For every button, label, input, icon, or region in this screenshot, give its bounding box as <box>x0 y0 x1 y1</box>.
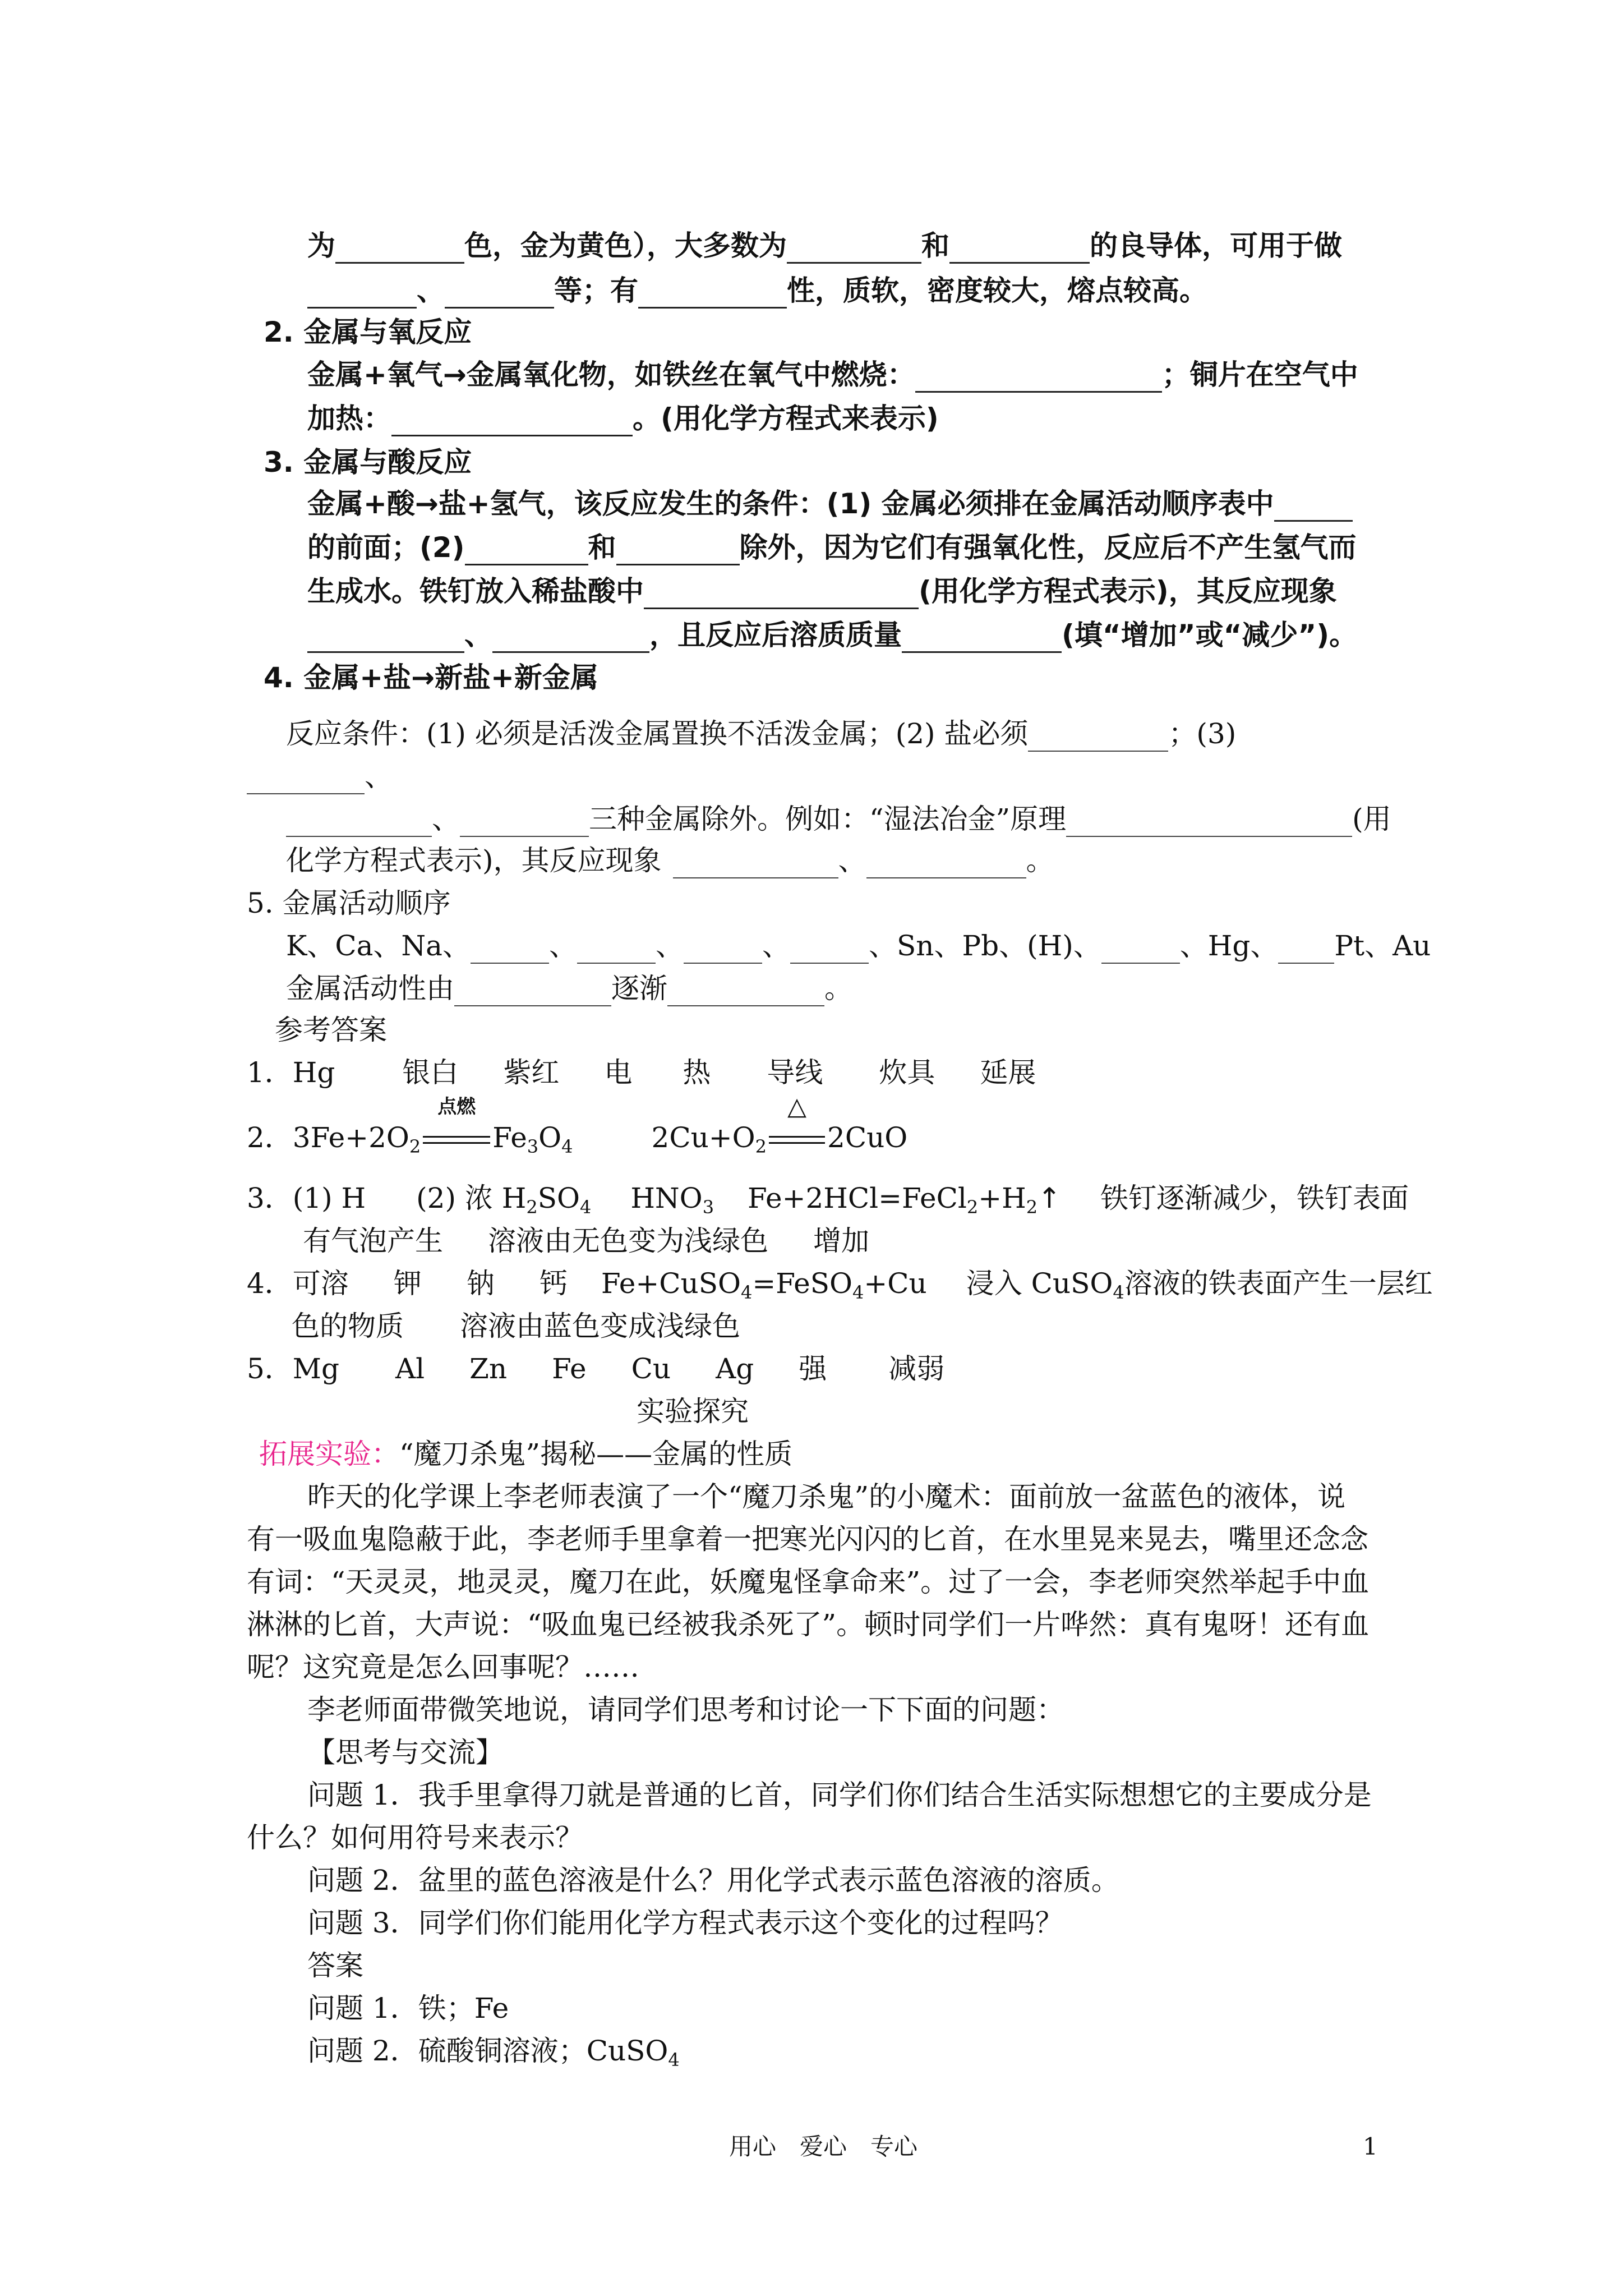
answer-5 <box>247 1351 944 1387</box>
fill-blank[interactable] <box>1274 494 1353 522</box>
text: 银白 <box>402 1056 459 1089</box>
para-line: 有一吸血鬼隐蔽于此，李老师手里拿着一把寒光闪闪的匕首，在水里晃来晃去，嘴里还念念 <box>247 1523 1368 1556</box>
text: Ag <box>716 1352 754 1385</box>
fill-blank[interactable] <box>949 236 1090 264</box>
equals-sign <box>769 1136 825 1144</box>
subscript: 4 <box>668 2049 680 2070</box>
text: 化学方程式表示)，其反应现象 <box>286 844 662 877</box>
subscript: 2 <box>755 1136 767 1157</box>
text: “魔刀杀鬼”揭秘——金属的性质 <box>399 1438 793 1470</box>
fill-blank[interactable] <box>684 938 762 964</box>
equals-sign <box>423 1136 490 1144</box>
fill-blank[interactable] <box>286 811 432 837</box>
text: 、Hg、 <box>1179 930 1279 962</box>
text: Fe <box>492 1121 527 1154</box>
fill-blank[interactable] <box>1028 726 1168 752</box>
fill-blank[interactable] <box>577 938 656 964</box>
answer-4 <box>247 1266 1433 1301</box>
s3-line3 <box>307 573 1337 609</box>
text: 。 <box>1026 844 1054 877</box>
s4-title: 4. 金属+盐→新盐+新金属 <box>264 661 598 694</box>
text: 、Sn、Pb、(H)、 <box>868 930 1101 962</box>
s3-line2 <box>307 530 1357 565</box>
text: 三种金属除外。例如：“湿法冶金”原理 <box>589 803 1067 835</box>
text: 和 <box>588 531 616 564</box>
text: 的良导体，可用于做 <box>1090 229 1342 262</box>
explore-title <box>259 1436 792 1472</box>
text: 浸入 CuSO <box>966 1267 1113 1300</box>
s3-line4 <box>307 617 1357 653</box>
subscript: 3 <box>527 1136 539 1157</box>
text: 、 <box>464 619 492 651</box>
fill-blank[interactable] <box>492 625 649 653</box>
text: 紫红 <box>503 1056 560 1089</box>
text: 、 <box>432 803 460 835</box>
s4-line4 <box>286 843 1054 878</box>
text: 热 <box>683 1056 711 1089</box>
fill-blank[interactable] <box>667 981 824 1006</box>
s2-title: 2. 金属与氧反应 <box>264 316 472 348</box>
section-heading: 实验探究 <box>637 1395 749 1428</box>
text: 延展 <box>980 1056 1036 1089</box>
text: 电 <box>604 1056 633 1089</box>
text: Fe+CuSO <box>601 1267 741 1300</box>
text: 1．Hg <box>247 1056 335 1089</box>
fill-blank[interactable] <box>1278 938 1334 964</box>
s2-line1 <box>307 357 1358 393</box>
page-number: 1 <box>1363 2133 1378 2160</box>
subscript: 4 <box>561 1136 573 1157</box>
text: 。(用化学方程式来表示) <box>633 402 939 435</box>
text: 铁钉逐渐减少，铁钉表面 <box>1100 1182 1409 1214</box>
text: ，且反应后溶质质量 <box>649 619 902 651</box>
text: (用化学方程式表示)，其反应现象 <box>919 575 1337 608</box>
text: 逐渐 <box>611 972 667 1005</box>
fill-blank[interactable] <box>335 236 464 264</box>
subscript: 2 <box>409 1136 421 1157</box>
text: 溶液由无色变为浅绿色 <box>488 1225 768 1257</box>
subscript: 2 <box>1026 1197 1038 1218</box>
question-2: 问题 2．盆里的蓝色溶液是什么？用化学式表示蓝色溶液的溶质。 <box>307 1864 1119 1897</box>
text: 色的物质 <box>292 1310 404 1342</box>
fill-blank[interactable] <box>902 625 1062 653</box>
s5-title: 5. 金属活动顺序 <box>247 887 451 919</box>
fill-blank[interactable] <box>445 281 554 309</box>
para-line: 李老师面带微笑地说，请同学们思考和讨论一下下面的问题： <box>307 1694 1064 1726</box>
answer-3 <box>247 1180 1409 1216</box>
text: 、 <box>655 930 684 962</box>
answer-heading: 答案 <box>307 1949 363 1982</box>
fill-blank[interactable] <box>454 981 611 1006</box>
subscript: 2 <box>526 1197 538 1218</box>
text: 导线 <box>767 1056 823 1089</box>
fill-blank[interactable] <box>307 625 464 653</box>
fill-blank[interactable] <box>307 281 417 309</box>
text: 加热： <box>307 402 391 435</box>
text: Cu <box>631 1352 671 1385</box>
fill-blank[interactable] <box>638 281 787 309</box>
text: Pt、Au <box>1334 930 1431 962</box>
para-line: 呢？这究竟是怎么回事呢？…… <box>247 1651 639 1683</box>
text: 5．Mg <box>247 1352 340 1385</box>
fill-blank[interactable] <box>247 769 365 794</box>
text: 、 <box>838 844 866 877</box>
think-heading: 【思考与交流】 <box>307 1736 504 1769</box>
text: 除外，因为它们有强氧化性，反应后不产生氢气而 <box>739 531 1357 564</box>
text: 强 <box>799 1352 827 1385</box>
text: 钠 <box>466 1267 495 1300</box>
s4-line3 <box>286 801 1391 837</box>
text: 2．3Fe+2O <box>247 1121 409 1154</box>
fill-blank[interactable] <box>915 365 1162 393</box>
text: 钾 <box>393 1267 422 1300</box>
text: HNO <box>630 1182 703 1214</box>
question-1-cont: 什么？如何用符号来表示？ <box>247 1821 583 1854</box>
s5-line2 <box>286 970 852 1006</box>
condition-label: 点燃 <box>437 1096 476 1118</box>
para-line: 有词：“天灵灵，地灵灵，魔刀在此，妖魔鬼怪拿命来”。过了一会，李老师突然举起手中血 <box>247 1566 1370 1598</box>
subscript: 4 <box>740 1282 753 1303</box>
fill-blank[interactable] <box>1101 938 1180 964</box>
s4-line2 <box>247 758 393 794</box>
answer-1 <box>247 1055 1036 1091</box>
text: 金属+酸→盐+氢气，该反应发生的条件：(1) 金属必须排在金属活动顺序表中 <box>307 487 1274 520</box>
s3-line1 <box>307 486 1353 522</box>
subscript: 4 <box>1113 1282 1124 1303</box>
s2-line2 <box>307 401 939 436</box>
text: 、 <box>365 760 393 793</box>
fill-blank[interactable] <box>465 538 588 565</box>
text: 、 <box>417 274 445 307</box>
fill-blank[interactable] <box>673 853 838 878</box>
text: 、 <box>548 930 577 962</box>
reaction-condition <box>767 1092 827 1156</box>
question-1: 问题 1．我手里拿得刀就是普通的匕首，同学们你们结合生活实际想想它的主要成分是 <box>307 1779 1372 1811</box>
text: 3．(1) H <box>247 1182 366 1214</box>
text: Fe+2HCl=FeCl <box>748 1182 967 1214</box>
text: 的前面；(2) <box>307 531 465 564</box>
text: 为 <box>307 229 335 262</box>
text: 拓展实验： <box>259 1438 399 1470</box>
s1-line1 <box>307 228 1342 264</box>
text: (填“增加”或“减少”)。 <box>1062 619 1358 651</box>
s4-line1 <box>286 716 1236 752</box>
text: Fe <box>552 1352 587 1385</box>
text: =FeSO <box>752 1267 853 1300</box>
fill-blank[interactable] <box>391 409 633 436</box>
text: +H <box>978 1182 1026 1214</box>
text: 增加 <box>813 1225 869 1257</box>
subscript: 3 <box>702 1197 714 1218</box>
fill-blank[interactable] <box>790 938 869 964</box>
fill-blank[interactable] <box>1066 811 1352 837</box>
text: 炊具 <box>879 1056 935 1089</box>
text: +Cu <box>864 1267 927 1300</box>
text: 、 <box>762 930 790 962</box>
text: O <box>538 1121 562 1154</box>
text: K、Ca、Na、 <box>286 930 471 962</box>
response-2 <box>307 2033 680 2069</box>
text: ；(3) <box>1168 717 1237 750</box>
text: 溶液由蓝色变成浅绿色 <box>460 1310 740 1342</box>
text: 金属活动性由 <box>286 972 454 1005</box>
text: 等；有 <box>554 274 638 307</box>
subscript: 2 <box>966 1197 979 1218</box>
s3-title: 3. 金属与酸反应 <box>264 446 472 478</box>
text: (用 <box>1352 803 1391 835</box>
subscript: 4 <box>852 1282 864 1303</box>
text: 问题 2．硫酸铜溶液；CuSO <box>307 2035 668 2067</box>
text: Al <box>395 1352 425 1385</box>
text: 减弱 <box>888 1352 945 1385</box>
s1-line2 <box>307 273 1207 309</box>
fill-blank[interactable] <box>866 853 1026 878</box>
text: 2Cu+O <box>651 1121 755 1154</box>
answer-2 <box>247 1092 908 1157</box>
text: 反应条件：(1) 必须是活泼金属置换不活泼金属；(2) 盐必须 <box>286 717 1029 750</box>
text: SO <box>537 1182 580 1214</box>
fill-blank[interactable] <box>460 811 589 837</box>
fill-blank[interactable] <box>471 938 549 964</box>
fill-blank[interactable] <box>787 236 921 264</box>
text: 溶液的铁表面产生一层红 <box>1124 1267 1433 1300</box>
para-line: 昨天的化学课上李老师表演了一个“魔刀杀鬼”的小魔术：面前放一盆蓝色的液体，说 <box>307 1480 1346 1513</box>
text: 金属+氧气→金属氧化物，如铁丝在氧气中燃烧： <box>307 358 915 391</box>
answer-4-cont <box>292 1308 740 1344</box>
text: ；铜片在空气中 <box>1161 358 1358 391</box>
para-line: 淋淋的匕首，大声说：“吸血鬼已经被我杀死了”。顿时同学们一片哗然：真有鬼呀！还有血 <box>247 1608 1370 1641</box>
text: 4．可溶 <box>247 1267 349 1300</box>
subscript: 4 <box>579 1197 592 1218</box>
text: 性，质软，密度较大，熔点较高。 <box>787 274 1207 307</box>
question-3: 问题 3．同学们你们能用化学方程式表示这个变化的过程吗？ <box>307 1907 1063 1939</box>
reaction-condition <box>421 1096 492 1156</box>
answer-3-cont <box>303 1223 869 1259</box>
response-1: 问题 1．铁；Fe <box>307 1992 509 2024</box>
text: 2CuO <box>827 1121 908 1154</box>
heat-symbol: △ <box>787 1092 806 1121</box>
text: 生成水。铁钉放入稀盐酸中 <box>307 575 644 608</box>
s5-line1 <box>286 928 1431 964</box>
text: 有气泡产生 <box>303 1225 443 1257</box>
text: Zn <box>469 1352 508 1385</box>
text: 。 <box>824 972 852 1005</box>
text: 色，金为黄色），大多数为 <box>464 229 787 262</box>
answers-title: 参考答案 <box>275 1014 387 1046</box>
footer-motto: 用心 爱心 专心 <box>729 2133 918 2160</box>
text: (2) 浓 H <box>416 1182 527 1214</box>
text: 和 <box>921 229 949 262</box>
fill-blank[interactable] <box>616 538 740 565</box>
fill-blank[interactable] <box>644 582 919 609</box>
up-arrow-icon: ↑ <box>1038 1182 1061 1214</box>
text: 钙 <box>539 1267 568 1300</box>
